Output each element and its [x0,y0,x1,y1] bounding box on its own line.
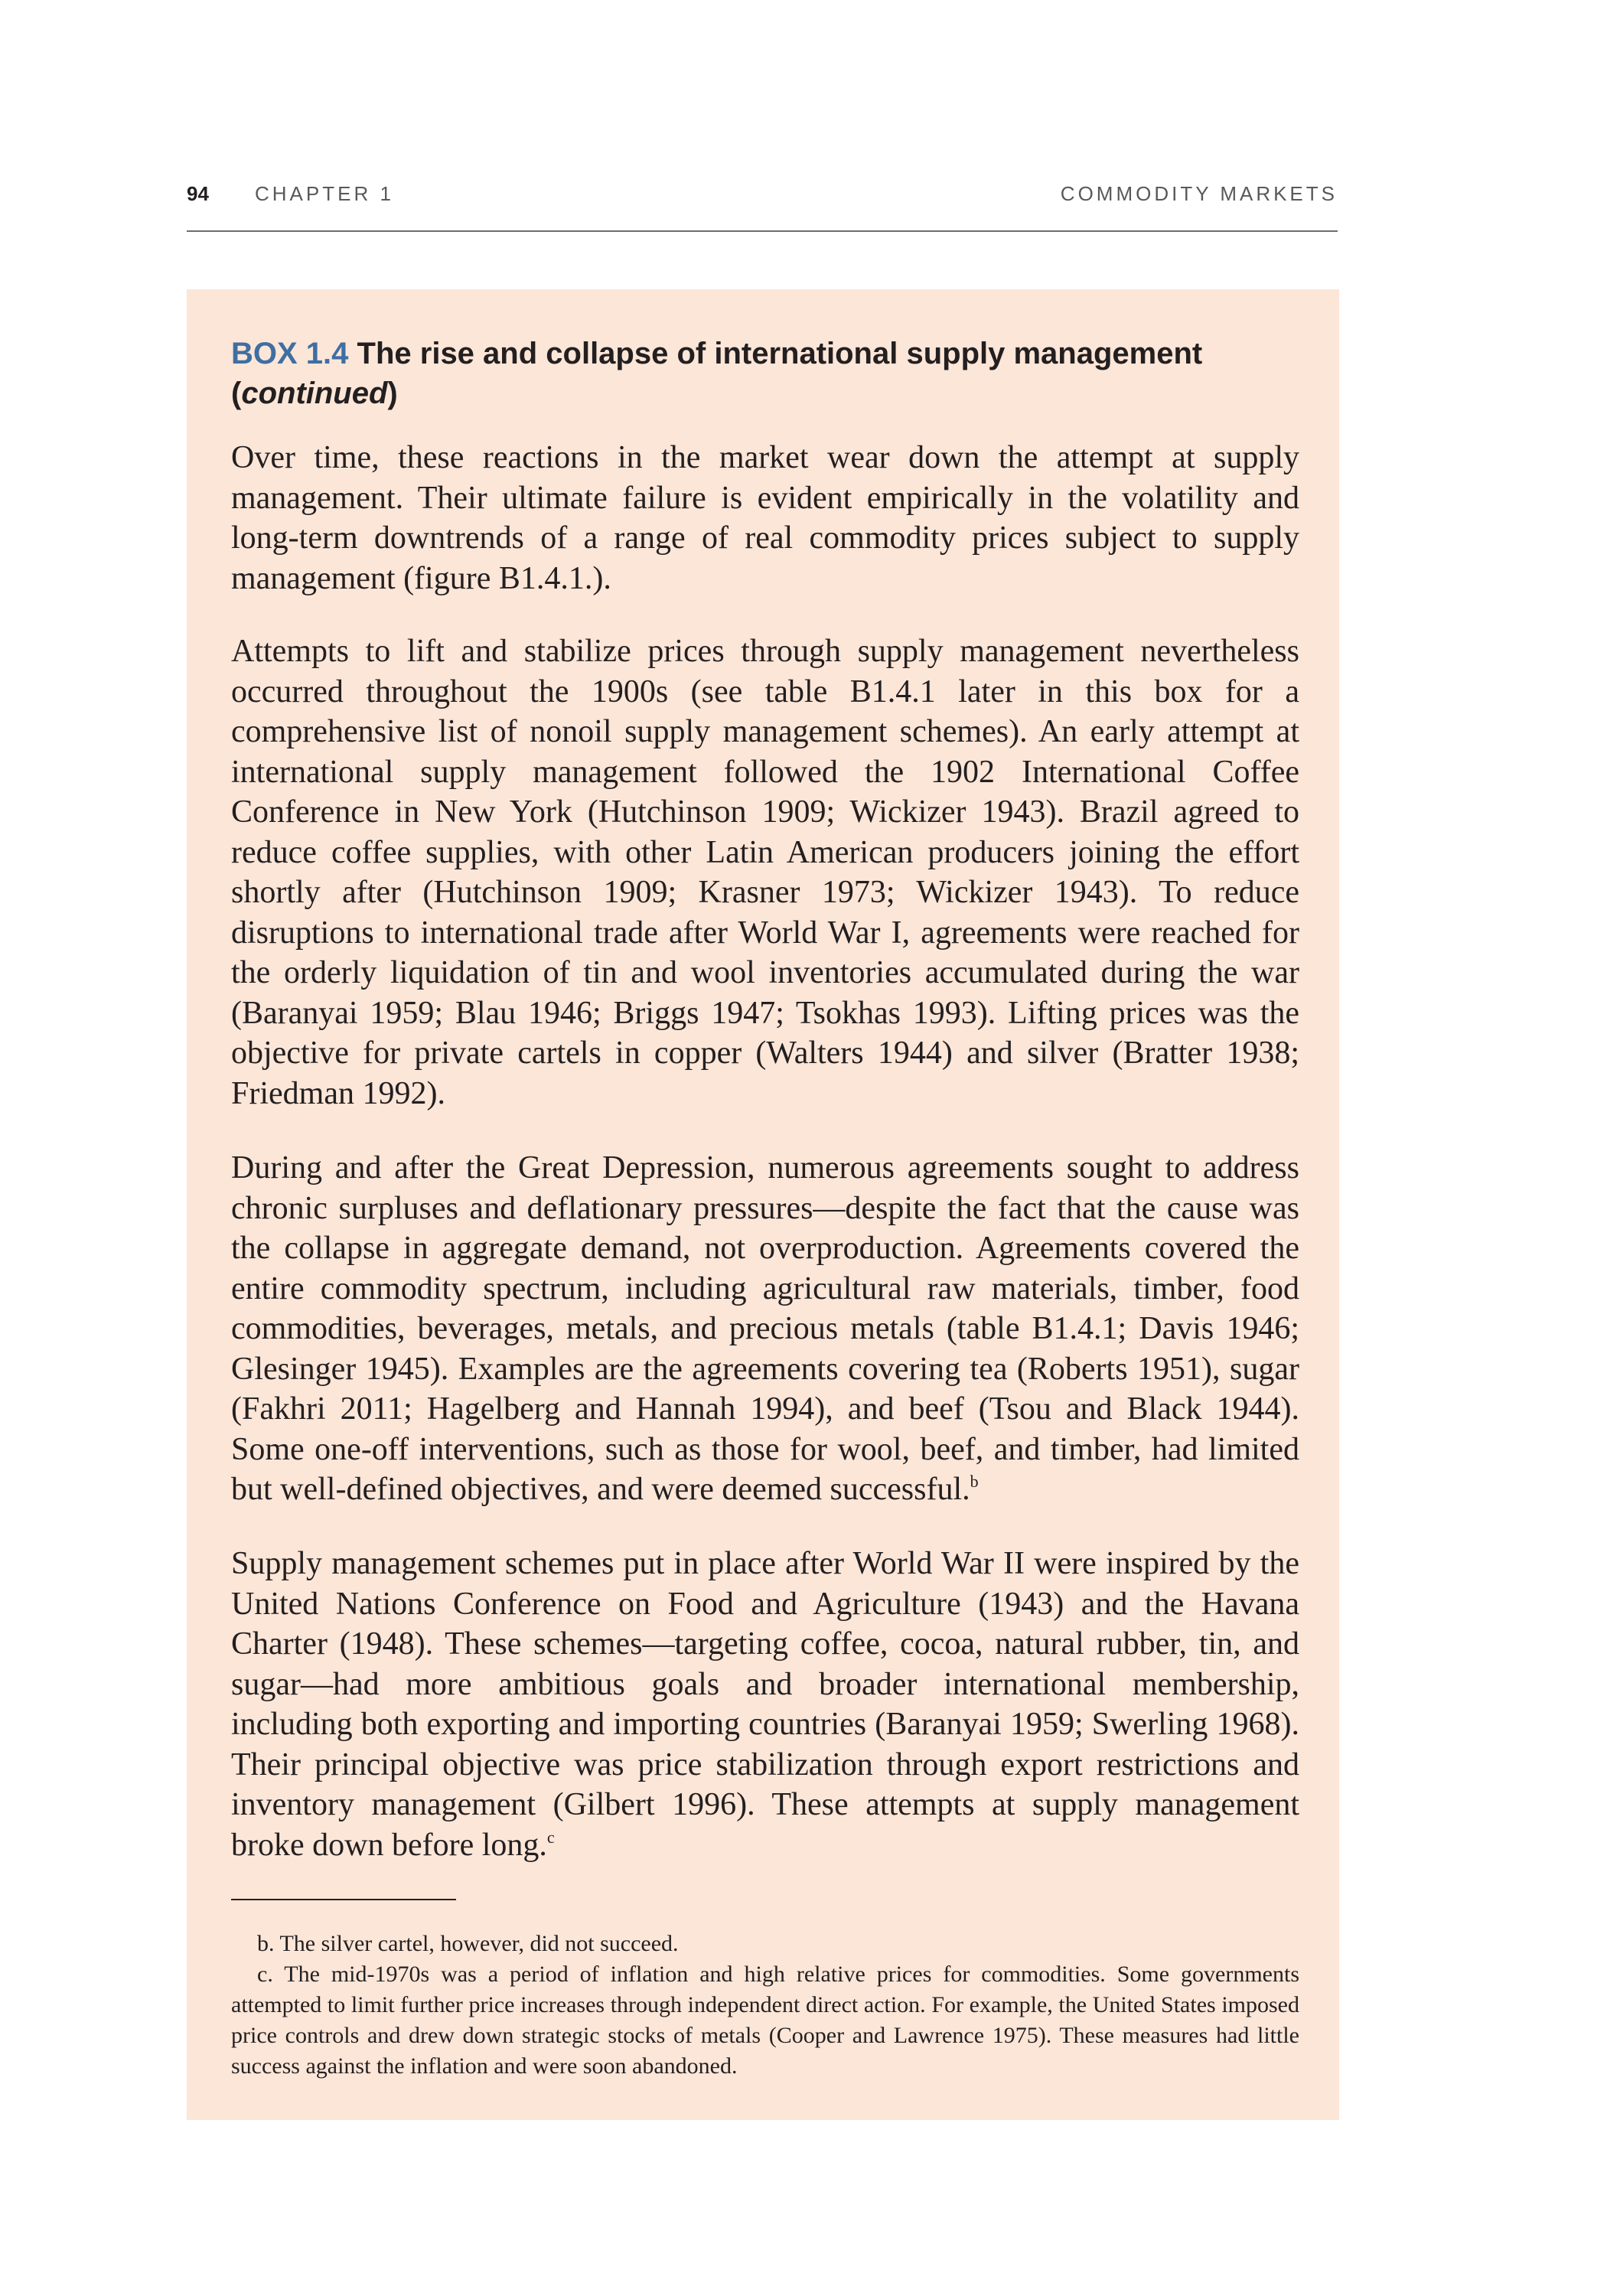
section-label: COMMODITY MARKETS [1060,182,1338,205]
footnote-mark-c: c [546,1827,555,1847]
paragraph-2 [231,631,1299,1114]
box-title-text: The rise and collapse of international supply management [357,337,1203,370]
footnote-c-text: c. The mid-1970s was a period of inflation and high relative prices for commodities. Some governments attempted to limit further price increases through independent direct action. For example, the United States imposed price controls and drew down strategic stocks of metals (Cooper and Lawrence 1975). These measures had little success against the inflation and were soon abandoned. [231,1962,1299,2079]
box-title [231,334,1302,413]
footnote-rule [231,1899,456,1900]
page-number: 94 [187,182,209,205]
chapter-label: CHAPTER 1 [255,182,394,205]
paragraph-4-text: Supply management schemes put in place after World War II were inspired by the United Nations Conference on Food and Agriculture (1943) and the Havana Charter (1948). These schemes—targeting coffee, cocoa, natural rubber, tin, and sugar—had more ambitious goals and broader international membership, including both exporting and importing countries (Baranyai 1959; Swerling 1968). Their principal objective was price stabilization through export restrictions and inventory management (Gilbert 1996). These attempts at supply management broke down before long. [231,1546,1299,1863]
continued-open: ( [231,377,242,410]
running-header [187,182,1338,213]
continued-close: ) [387,377,398,410]
header-rule [187,230,1338,232]
paragraph-3 [231,1148,1299,1510]
footnote-c [231,1959,1299,2082]
footnote-b-text: b. The silver cartel, however, did not succeed. [257,1931,679,1956]
box-label: BOX 1.4 [231,337,349,370]
paragraph-2-text: Attempts to lift and stabilize prices through supply management nevertheless occurred throughout the 1900s (see table B1.4.1 later in this box for a comprehensive list of nonoil supply management schemes). An early attempt at international supply management followed the 1902 International Coffee Conference in New York (Hutchinson 1909; Wickizer 1943). Brazil agreed to reduce coffee supplies, with other Latin American producers joining the effort shortly after (Hutchinson 1909; Krasner 1973; Wickizer 1943). To reduce disruptions to international trade after World War I, agreements were reached for the orderly liquidation of tin and wool inventories accumulated during the war (Baranyai 1959; Blau 1946; Briggs 1947; Tsokhas 1993). Lifting prices was the objective for private cartels in copper (Walters 1944) and silver (Bratter 1938; Friedman 1992). [231,634,1299,1111]
continued-label: continued [241,377,388,410]
paragraph-1-text: Over time, these reactions in the market wear down the attempt at supply management. Their ultimate failure is evident empirically in the volatility and long-term downtrends of a range of real commodity prices subject to supply management (figure B1.4.1.). [231,440,1299,596]
footnote-b [231,1929,1299,1959]
paragraph-4 [231,1544,1299,1865]
paragraph-3-text: During and after the Great Depression, numerous agreements sought to address chronic surpluses and deflationary pressures—despite the fact that the cause was the collapse in aggregate demand, not overproduction. Agreements covered the entire commodity spectrum, including agricultural raw materials, timber, food commodities, beverages, metals, and precious metals (table B1.4.1; Davis 1946; Glesinger 1945). Examples are the agreements covering tea (Roberts 1951), sugar (Fakhri 2011; Hagelberg and Hannah 1994), and beef (Tsou and Black 1944). Some one-off interventions, such as those for wool, beef, and timber, had limited but well-defined objectives, and were deemed successful. [231,1150,1299,1507]
footnote-mark-b: b [970,1472,979,1491]
paragraph-1 [231,438,1299,598]
